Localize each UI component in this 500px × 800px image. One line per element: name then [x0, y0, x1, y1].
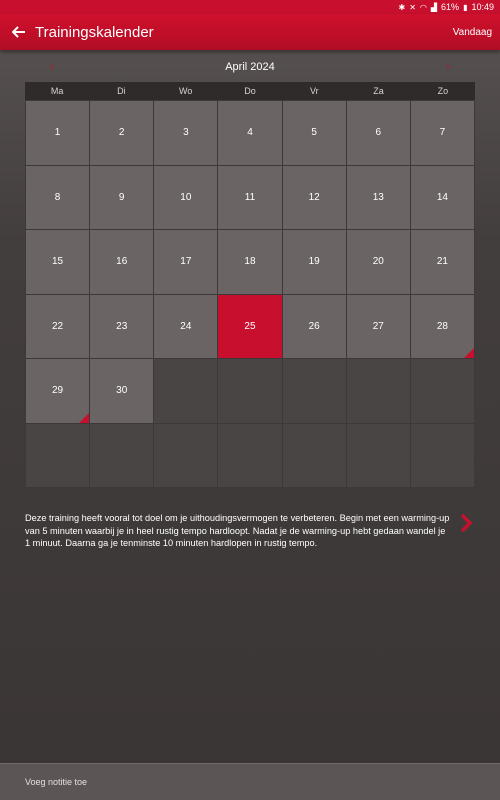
back-arrow-icon — [12, 26, 26, 38]
day-cell[interactable]: 20 — [347, 230, 411, 295]
day-cell[interactable]: 13 — [347, 166, 411, 231]
weekday-header — [25, 82, 475, 100]
weekday-label: Wo — [179, 86, 193, 96]
bluetooth-icon: ✱ — [398, 2, 406, 12]
empty-day-cell — [347, 359, 411, 424]
day-cell[interactable]: 24 — [154, 295, 218, 360]
day-cell[interactable]: 10 — [154, 166, 218, 231]
day-cell[interactable]: 8 — [26, 166, 90, 231]
day-cell[interactable]: 5 — [283, 101, 347, 166]
battery-icon: ▮ — [463, 2, 468, 12]
empty-day-cell — [347, 424, 411, 489]
month-label: April 2024 — [225, 61, 275, 73]
day-cell[interactable]: 22 — [26, 295, 90, 360]
day-cell[interactable]: 29 — [26, 359, 90, 424]
weekday-label: Zo — [437, 86, 449, 96]
empty-day-cell — [283, 424, 347, 489]
empty-day-cell — [26, 424, 90, 489]
chevron-right-icon — [459, 513, 473, 533]
add-note-label: Voeg notitie toe — [25, 777, 88, 787]
day-cell[interactable]: 17 — [154, 230, 218, 295]
day-cell[interactable]: 18 — [218, 230, 282, 295]
weekday-label: Do — [244, 86, 256, 96]
day-cell[interactable]: 16 — [90, 230, 154, 295]
weekday-label: Za — [373, 86, 384, 96]
weekday-label: Vr — [309, 86, 319, 96]
day-cell[interactable]: 12 — [283, 166, 347, 231]
day-cell[interactable]: 15 — [26, 230, 90, 295]
day-cell[interactable]: 11 — [218, 166, 282, 231]
day-cell[interactable]: 30 — [90, 359, 154, 424]
battery-level: 61% — [441, 2, 460, 12]
page-title: Trainingskalender — [35, 23, 154, 41]
empty-day-cell — [411, 359, 475, 424]
day-cell[interactable]: 9 — [90, 166, 154, 231]
day-cell[interactable]: 23 — [90, 295, 154, 360]
day-cell[interactable]: 28 — [411, 295, 475, 360]
next-training-button[interactable] — [458, 512, 474, 534]
mute-icon: ✕ — [409, 2, 416, 12]
empty-day-cell — [154, 359, 218, 424]
day-cell[interactable]: 26 — [283, 295, 347, 360]
day-cell[interactable]: 14 — [411, 166, 475, 231]
app-bar — [0, 14, 500, 50]
empty-day-cell — [90, 424, 154, 489]
weekday-label: Ma — [50, 86, 64, 96]
day-cell[interactable]: 4 — [218, 101, 282, 166]
status-bar — [0, 0, 500, 14]
empty-day-cell — [218, 424, 282, 489]
empty-day-cell — [154, 424, 218, 489]
add-note-button[interactable] — [0, 763, 500, 800]
today-button[interactable]: Vandaag — [452, 26, 492, 38]
day-cell[interactable]: 7 — [411, 101, 475, 166]
empty-day-cell — [411, 424, 475, 489]
day-cell[interactable]: 6 — [347, 101, 411, 166]
next-month-button[interactable]: › — [446, 61, 450, 73]
training-description: Deze training heeft vooral tot doel om je uithoudingsvermogen te verbeteren. Begin met een warming-up van 5 minuten waarbij je in heel rustig tempo hardloopt. Nadat je de warming-up hebt gedaan wandel je 1 minuut. Daarna ga je tenminste 10 minuten hardlopen in rustig tempo. — [25, 513, 450, 548]
empty-day-cell — [218, 359, 282, 424]
day-cell[interactable]: 21 — [411, 230, 475, 295]
wifi-icon: ◠ — [419, 2, 427, 12]
day-cell[interactable]: 3 — [154, 101, 218, 166]
back-button[interactable] — [4, 14, 34, 50]
day-cell[interactable]: 19 — [283, 230, 347, 295]
day-cell[interactable]: 2 — [90, 101, 154, 166]
weekday-label: Di — [117, 86, 126, 96]
month-navigation — [25, 56, 475, 78]
prev-month-button[interactable]: ‹ — [50, 61, 54, 73]
day-grid — [25, 100, 475, 488]
day-cell[interactable]: 25 — [218, 295, 282, 360]
day-cell[interactable]: 1 — [26, 101, 90, 166]
signal-icon: ▟ — [430, 2, 438, 12]
calendar — [25, 82, 475, 488]
day-cell[interactable]: 27 — [347, 295, 411, 360]
empty-day-cell — [283, 359, 347, 424]
clock: 10:49 — [471, 2, 494, 12]
